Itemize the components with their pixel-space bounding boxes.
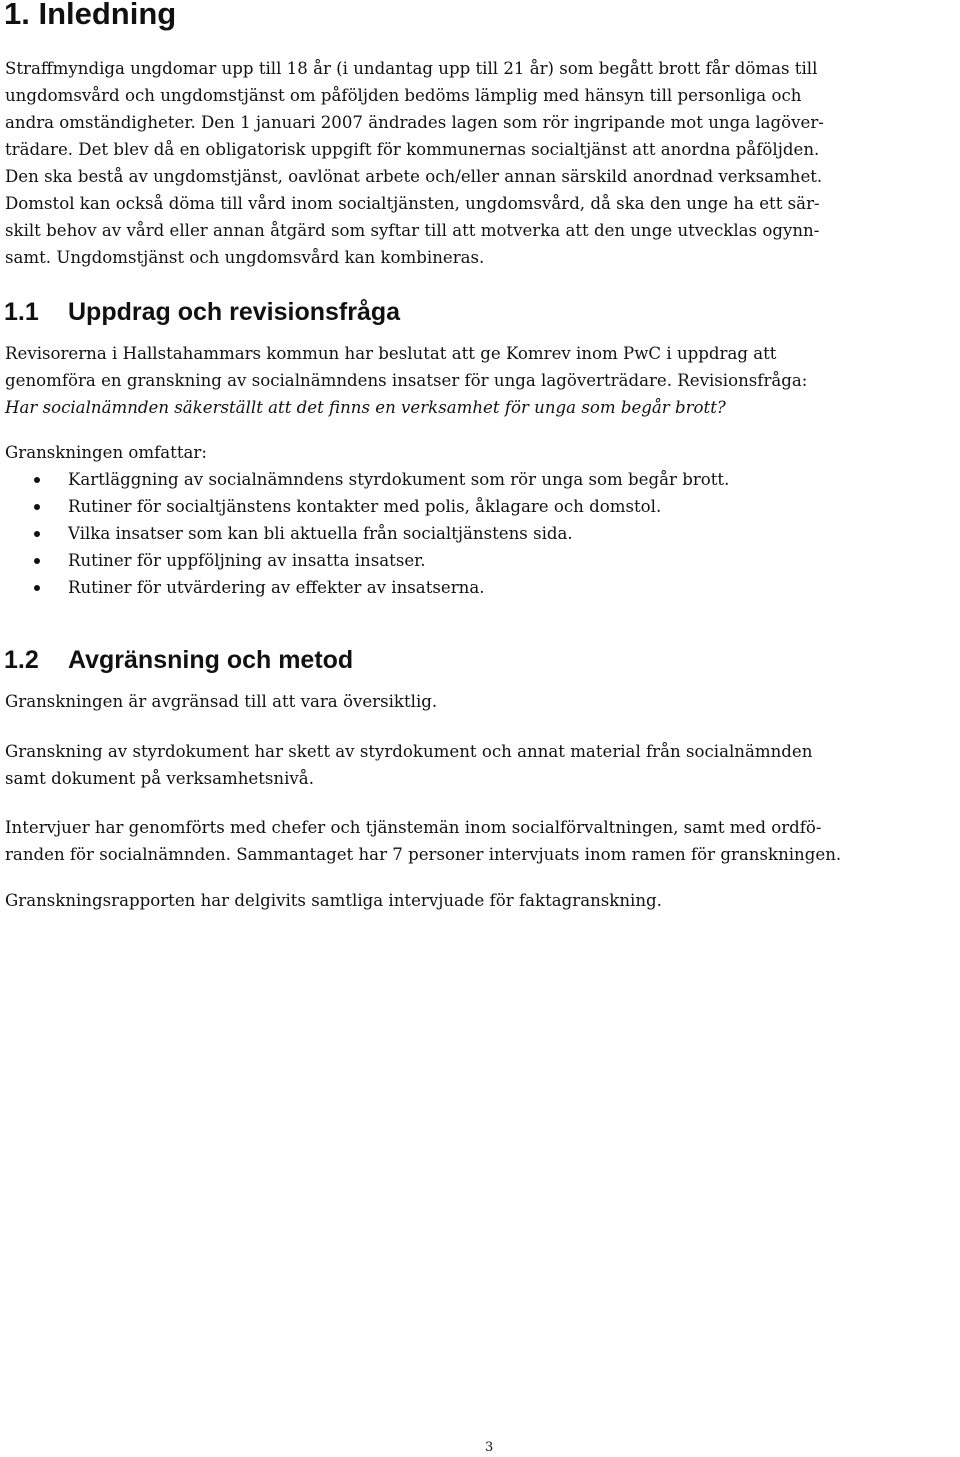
list-item-text: Vilka insatser som kan bli aktuella från socialtjänstens sida. [68, 524, 573, 543]
method-paragraph-2 [5, 738, 960, 792]
revision-question: Har socialnämnden säkerställt att det finns en verksamhet för unga som begår brott? [5, 398, 726, 417]
method-paragraph-1 [5, 688, 960, 715]
bullet-icon [34, 504, 40, 510]
scope-intro [5, 439, 960, 466]
bullet-icon [34, 558, 40, 564]
text-line: samt dokument på verksamhetsnivå. [5, 769, 314, 788]
list-item [5, 520, 729, 547]
section-number: 1.1 [4, 298, 39, 326]
text-line: genomföra en granskning av socialnämndens insatser för unga lagöverträdare. Revisionsfråga: [5, 371, 808, 390]
text-line: ungdomsvård och ungdomstjänst om påföljden bedöms lämplig med hänsyn till personliga och [5, 86, 802, 105]
text-line: skilt behov av vård eller annan åtgärd som syftar till att motverka att den unge utvecklas ogynn- [5, 221, 820, 240]
list-item-text: Rutiner för utvärdering av effekter av insatserna. [68, 578, 485, 597]
section-number: 1.2 [4, 646, 39, 674]
method-paragraph-4 [5, 887, 960, 914]
list-item-text: Kartläggning av socialnämndens styrdokument som rör unga som begår brott. [68, 470, 730, 489]
text-line: Domstol kan också döma till vård inom socialtjänsten, ungdomsvård, då ska den unge ha ett sär- [5, 194, 820, 213]
list-item [5, 466, 729, 493]
section-heading-avgransning [4, 643, 353, 677]
method-paragraph-3 [5, 814, 960, 868]
bullet-icon [34, 585, 40, 591]
text-line: Revisorerna i Hallstahammars kommun har beslutat att ge Komrev inom PwC i uppdrag att [5, 344, 777, 363]
bullet-icon [34, 477, 40, 483]
list-item [5, 574, 729, 601]
list-item [5, 547, 729, 574]
section-title: Avgränsning och metod [68, 646, 354, 674]
list-item-text: Rutiner för uppföljning av insatta insatser. [68, 551, 426, 570]
text-line: Granskningen omfattar: [5, 443, 207, 462]
assignment-paragraph [5, 340, 960, 421]
text-line: Granskningsrapporten har delgivits samtliga intervjuade för faktagranskning. [5, 891, 662, 910]
text-line: trädare. Det blev då en obligatorisk uppgift för kommunernas socialtjänst att anordna påföljden. [5, 140, 820, 159]
text-line: randen för socialnämnden. Sammantaget har 7 personer intervjuats inom ramen för granskningen. [5, 845, 842, 864]
list-item-text: Rutiner för socialtjänstens kontakter med polis, åklagare och domstol. [68, 497, 662, 516]
text-line: Granskning av styrdokument har skett av styrdokument och annat material från socialnämnden [5, 742, 813, 761]
section-heading-uppdrag [4, 295, 400, 329]
text-line: Straffmyndiga ungdomar upp till 18 år (i undantag upp till 21 år) som begått brott får dömas till [5, 59, 818, 78]
text-line: Den ska bestå av ungdomstjänst, oavlönat arbete och/eller annan särskild anordnad verksamhet. [5, 167, 823, 186]
text-line: samt. Ungdomstjänst och ungdomsvård kan kombineras. [5, 248, 485, 267]
text-line: Intervjuer har genomförts med chefer och tjänstemän inom socialförvaltningen, samt med ordfö- [5, 818, 822, 837]
page-number: 3 [485, 1440, 494, 1455]
list-item [5, 493, 729, 520]
text-line: andra omständigheter. Den 1 januari 2007 ändrades lagen som rör ingripande mot unga lagöver- [5, 113, 824, 132]
section-title: Uppdrag och revisionsfråga [68, 298, 401, 326]
scope-bullet-list [5, 466, 729, 601]
text-line: Granskningen är avgränsad till att vara översiktlig. [5, 692, 438, 711]
section-heading-inledning: 1. Inledning [4, 0, 177, 31]
bullet-icon [34, 531, 40, 537]
intro-paragraph [5, 55, 960, 271]
